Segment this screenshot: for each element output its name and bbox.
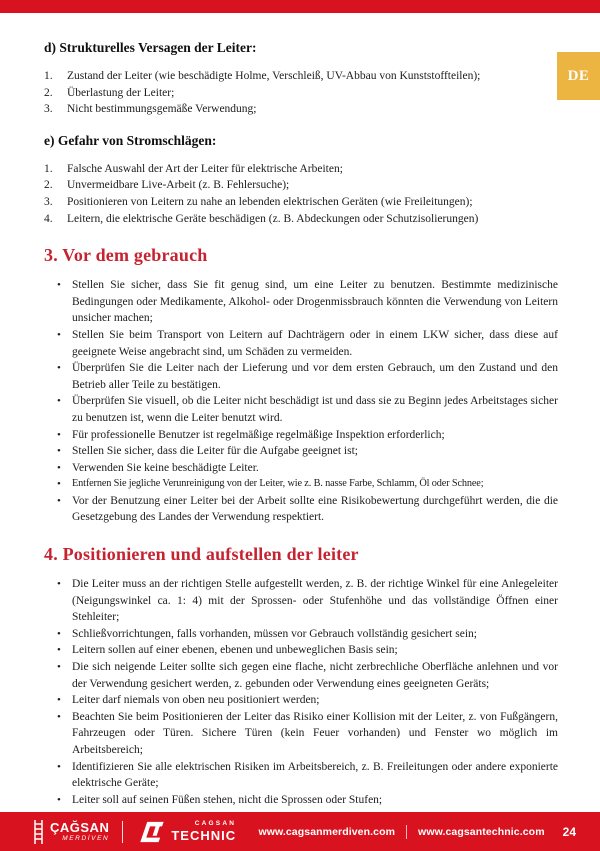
- list-item-text: Nicht bestimmungsgemäße Verwendung;: [67, 103, 257, 116]
- list-item-text: Für professionelle Benutzer ist regelmäßige regelmäßige Inspektion erforderlich;: [72, 428, 445, 441]
- list-item-text: Die Leiter muss an der richtigen Stelle aufgestellt werden, z. B. der richtige Winkel für eine Anlegeleiter (Neigungswinkel ca. 1: 4) mit der Sprossen- oder Stufenhöhe und das vollständige Öffnen einer Stehleiter;: [72, 578, 558, 624]
- list-item-text: Leiter soll auf seinen Füßen stehen, nicht die Sprossen oder Stufen;: [72, 793, 383, 806]
- list-item: [57, 360, 558, 393]
- section-list-3: [44, 277, 558, 526]
- technic-logo-text: [171, 821, 236, 842]
- list-item: [57, 327, 558, 360]
- bullet-icon: •: [57, 793, 61, 806]
- list-item: [57, 709, 558, 759]
- list-item-text: Vor der Benutzung einer Leiter bei der Arbeit sollte eine Risikobewertung durchgeführt werden, die die Gesetzgebung des Landes der Verwendung respektiert.: [72, 494, 558, 524]
- list-item-text: Die sich neigende Leiter sollte sich gegen eine flache, nicht zerbrechliche Oberfläche anlehnen und vor der Verwendung gesichert werden, z. gebunden oder Verwendung eines geeigneten Geräts;: [72, 661, 558, 690]
- bullet-icon: •: [57, 644, 61, 657]
- list-item: [44, 85, 558, 102]
- footer-divider: [122, 821, 123, 843]
- list-item: [57, 393, 558, 426]
- list-item: [57, 277, 558, 327]
- list-item: [57, 476, 558, 493]
- section-4: [44, 544, 558, 808]
- page-content: [44, 36, 558, 823]
- list-item: [44, 211, 558, 228]
- list-item: [44, 177, 558, 194]
- bullet-icon: •: [57, 279, 61, 292]
- website-link-technic[interactable]: www.cagsantechnic.com: [418, 825, 545, 838]
- section-list-4: [44, 576, 558, 808]
- ladder-icon: [32, 819, 45, 845]
- section-e: [44, 133, 558, 227]
- merdiven-logo-subtitle: MERDİVEN: [62, 834, 110, 842]
- list-item: [57, 792, 558, 809]
- list-item: [57, 443, 558, 460]
- list-item-text: Stellen Sie sicher, dass Sie fit genug sind, um eine Leiter zu benutzen. Bestimmte medizinische Bedingungen oder Medikamente, Alkohol- oder Drogenmissbrauch könnten die Verwendung von Leitern unsicher machen;: [72, 279, 558, 325]
- list-number: 2.: [44, 179, 53, 192]
- bullet-icon: •: [57, 710, 61, 723]
- bullet-icon: •: [57, 461, 61, 474]
- technic-logo-top: CAGSAN: [194, 820, 237, 828]
- section-list-d: [44, 68, 558, 118]
- bullet-icon: •: [57, 760, 61, 773]
- list-item-text: Falsche Auswahl der Art der Leiter für elektrische Arbeiten;: [67, 162, 343, 175]
- section-heading-e: e) Gefahr von Stromschlägen:: [44, 132, 217, 148]
- list-number: 3.: [44, 103, 53, 116]
- cagsan-technic-icon: [136, 820, 166, 844]
- bullet-icon: •: [57, 328, 61, 341]
- list-item: [57, 493, 558, 526]
- cagsan-technic-logo: [136, 820, 236, 844]
- section-heading-4: 4. Positionieren und aufstellen der leiter: [44, 544, 359, 565]
- merdiven-logo-title: ÇAĞSAN: [50, 819, 110, 835]
- list-item-text: Zustand der Leiter (wie beschädigte Holme, Verschleiß, UV-Abbau von Kunststoffteilen);: [67, 70, 481, 82]
- list-item-text: Entfernen Sie jegliche Verunreinigung von der Leiter, wie z. B. nasse Farbe, Schlamm, Öl oder Schnee;: [72, 478, 484, 490]
- list-number: 1.: [44, 162, 53, 175]
- list-number: 4.: [44, 212, 53, 225]
- section-list-e: [44, 161, 558, 227]
- list-item-text: Identifizieren Sie alle elektrischen Risiken im Arbeitsbereich, z. B. Freileitungen oder andere exponierte elektrische Geräte;: [72, 760, 558, 790]
- section-3: [44, 245, 558, 526]
- list-item-text: Überprüfen Sie die Leiter nach der Lieferung und vor dem ersten Gebrauch, um den Zustand und den Betrieb aller Teile zu bestätigen.: [72, 362, 558, 391]
- page-number: 24: [562, 824, 576, 839]
- bullet-icon: •: [57, 428, 61, 441]
- list-item-text: Leitern sollen auf einer ebenen, ebenen und unbeweglichen Basis sein;: [72, 644, 398, 657]
- bullet-icon: •: [57, 694, 61, 707]
- footer-bar: [0, 812, 600, 851]
- language-tab-de: DE: [557, 52, 600, 100]
- section-heading-3: 3. Vor dem gebrauch: [44, 245, 208, 266]
- bullet-icon: •: [57, 362, 61, 375]
- list-item: [57, 576, 558, 626]
- list-item-text: Leiter darf niemals von oben neu positioniert werden;: [72, 694, 320, 707]
- list-item: [44, 68, 558, 85]
- footer-url-divider: [406, 825, 407, 839]
- section-d: [44, 40, 558, 118]
- list-item-text: Stellen Sie sicher, dass die Leiter für die Aufgabe geeignet ist;: [72, 445, 358, 458]
- bullet-icon: •: [57, 445, 61, 458]
- list-item: [57, 642, 558, 659]
- list-item: [57, 460, 558, 477]
- list-number: 2.: [44, 86, 53, 99]
- list-item: [57, 692, 558, 709]
- top-red-bar: [0, 0, 600, 13]
- bullet-icon: •: [57, 478, 61, 491]
- cagsan-merdiven-logo: [32, 819, 109, 845]
- list-item-text: Verwenden Sie keine beschädigte Leiter.: [72, 461, 259, 474]
- list-item: [57, 659, 558, 692]
- bullet-icon: •: [57, 661, 61, 674]
- list-item-text: Positionieren von Leitern zu nahe an lebenden elektrischen Geräten (wie Freileitungen);: [67, 195, 473, 208]
- list-item: [44, 161, 558, 178]
- bullet-icon: •: [57, 494, 61, 507]
- bullet-icon: •: [57, 627, 61, 640]
- list-item: [57, 759, 558, 792]
- merdiven-logo-text: [50, 821, 109, 843]
- bullet-icon: •: [57, 578, 61, 591]
- list-item: [57, 427, 558, 444]
- list-item-text: Überlastung der Leiter;: [67, 86, 175, 99]
- list-item: [57, 626, 558, 643]
- technic-logo-bottom: TECHNIC: [171, 827, 237, 843]
- website-link-merdiven[interactable]: www.cagsanmerdiven.com: [258, 825, 396, 838]
- section-heading-d: d) Strukturelles Versagen der Leiter:: [44, 40, 257, 55]
- list-item-text: Stellen Sie beim Transport von Leitern auf Dachträgern oder in einem LKW sicher, dass diese auf geeignete Weise angebracht sind, um Schäden zu vermeiden.: [72, 328, 558, 358]
- list-number: 1.: [44, 70, 53, 82]
- bullet-icon: •: [57, 395, 61, 408]
- list-item-text: Überprüfen Sie visuell, ob die Leiter nicht beschädigt ist und dass sie zu Beginn jedes Arbeitstages sicher zu benutzen ist, wenn die Leiter benutzt wird.: [72, 395, 558, 424]
- list-item-text: Beachten Sie beim Positionieren der Leiter das Risiko einer Kollision mit der Leiter, z. von Fußgängern, Fahrzeugen oder Türen. Sichere Türen (kein Feuer vorhanden) und Fenster wo möglich im Arbeitsbereich;: [72, 710, 558, 756]
- list-item: [44, 101, 558, 118]
- list-item-text: Leitern, die elektrische Geräte beschädigen (z. B. Abdeckungen oder Schutzisolierungen): [67, 212, 479, 225]
- list-number: 3.: [44, 195, 53, 208]
- list-item-text: Schließvorrichtungen, falls vorhanden, müssen vor Gebrauch vollständig gesichert sein;: [72, 627, 477, 640]
- list-item: [44, 194, 558, 211]
- list-item-text: Unvermeidbare Live-Arbeit (z. B. Fehlersuche);: [67, 179, 290, 192]
